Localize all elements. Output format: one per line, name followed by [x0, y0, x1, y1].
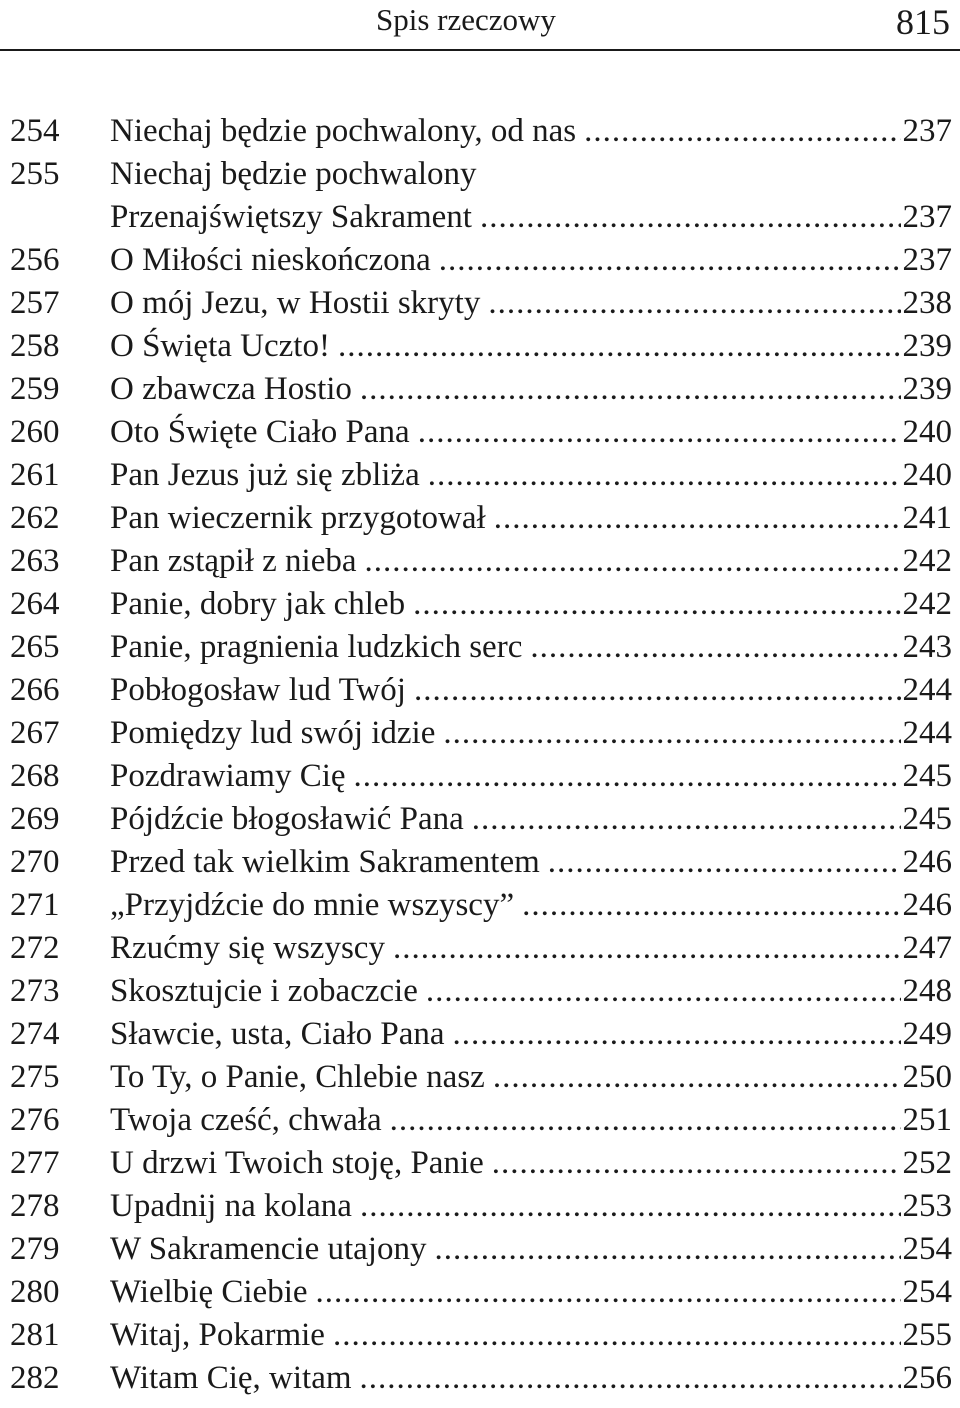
entry-page-number: 255 — [902, 1317, 952, 1353]
entry-body — [110, 454, 960, 497]
entry-title: Panie, dobry jak chleb — [110, 586, 406, 622]
dot-leader — [390, 1099, 901, 1142]
entry-title: Witam Cię, witam — [110, 1360, 352, 1396]
dot-leader — [393, 927, 901, 970]
index-entry — [0, 1056, 960, 1099]
entry-body — [110, 411, 960, 454]
entry-body — [110, 1013, 960, 1056]
entry-page-number: 247 — [902, 930, 952, 966]
entry-page-number: 244 — [902, 672, 952, 708]
entry-title: U drzwi Twoich stoję, Panie — [110, 1145, 484, 1181]
entry-page-number: 243 — [902, 629, 952, 665]
entry-body — [110, 583, 960, 626]
entry-title: „Przyjdźcie do mnie wszyscy” — [110, 887, 515, 923]
entry-title: Skosztujcie i zobaczcie — [110, 973, 418, 1009]
dot-leader — [360, 1185, 901, 1228]
entry-title: Wielbię Ciebie — [110, 1274, 308, 1310]
entry-body — [110, 970, 960, 1013]
dot-leader — [414, 669, 901, 712]
entry-number: 274 — [10, 1016, 60, 1052]
page-number: 815 — [896, 2, 950, 42]
entry-title: Pobłogosław lud Twój — [110, 672, 406, 708]
entry-number: 259 — [10, 371, 60, 407]
entry-number: 262 — [10, 500, 60, 536]
entry-title: Oto Święte Ciało Pana — [110, 414, 410, 450]
dot-leader — [354, 755, 901, 798]
index-entry — [0, 1228, 960, 1271]
entry-page-number: 250 — [902, 1059, 952, 1095]
entry-body — [110, 1185, 960, 1228]
entry-body — [110, 153, 960, 196]
dot-leader — [365, 540, 901, 583]
entry-title: Pójdźcie błogosławić Pana — [110, 801, 464, 837]
entry-page-number: 237 — [902, 242, 952, 278]
entry-page-number: 237 — [902, 113, 952, 149]
entry-body — [110, 755, 960, 798]
index-entry — [0, 712, 960, 755]
index-entry — [0, 153, 960, 196]
index-entry — [0, 411, 960, 454]
entry-page-number: 240 — [902, 457, 952, 493]
entry-title: Upadnij na kolana — [110, 1188, 352, 1224]
entry-number: 278 — [10, 1188, 60, 1224]
entry-title: Niechaj będzie pochwalony — [110, 156, 477, 192]
dot-leader — [472, 798, 901, 841]
entry-body — [110, 626, 960, 669]
dot-leader — [530, 626, 900, 669]
entry-number: 264 — [10, 586, 60, 622]
entry-page-number: 244 — [902, 715, 952, 751]
entry-page-number: 240 — [902, 414, 952, 450]
index-entry — [0, 540, 960, 583]
entry-number: 254 — [10, 113, 60, 149]
entry-title: O zbawcza Hostio — [110, 371, 352, 407]
entry-number: 271 — [10, 887, 60, 923]
entry-number: 266 — [10, 672, 60, 708]
entry-body — [110, 325, 960, 368]
entry-number: 281 — [10, 1317, 60, 1353]
dot-leader — [418, 411, 901, 454]
dot-leader — [522, 884, 900, 927]
entry-number: 270 — [10, 844, 60, 880]
index-entry — [0, 798, 960, 841]
entry-page-number: 248 — [902, 973, 952, 1009]
entry-body — [110, 497, 960, 540]
entry-title: Przed tak wielkim Sakramentem — [110, 844, 540, 880]
entry-number: 268 — [10, 758, 60, 794]
entry-page-number: 245 — [902, 758, 952, 794]
entry-page-number: 242 — [902, 586, 952, 622]
entry-number: 282 — [10, 1360, 60, 1396]
index-entry — [0, 239, 960, 282]
index-entry — [0, 325, 960, 368]
index-entry — [0, 110, 960, 153]
entry-title: O Święta Uczto! — [110, 328, 330, 364]
entry-title: Twoja cześć, chwała — [110, 1102, 382, 1138]
index-entry — [0, 1013, 960, 1056]
entry-page-number: 249 — [902, 1016, 952, 1052]
index-entry — [0, 282, 960, 325]
index-entry — [0, 196, 960, 239]
entry-body — [110, 884, 960, 927]
index-entry — [0, 1099, 960, 1142]
entry-title: W Sakramencie utajony — [110, 1231, 427, 1267]
entry-number: 276 — [10, 1102, 60, 1138]
entry-number: 258 — [10, 328, 60, 364]
index-entry — [0, 1142, 960, 1185]
dot-leader — [426, 970, 901, 1013]
dot-leader — [480, 196, 901, 239]
entry-number: 260 — [10, 414, 60, 450]
index-entry — [0, 497, 960, 540]
entry-body — [110, 282, 960, 325]
index-entry — [0, 884, 960, 927]
entry-page-number: 254 — [902, 1274, 952, 1310]
dot-leader — [493, 1056, 901, 1099]
entry-title: Pozdrawiamy Cię — [110, 758, 346, 794]
entry-title: To Ty, o Panie, Chlebie nasz — [110, 1059, 485, 1095]
entry-title: Sławcie, usta, Ciało Pana — [110, 1016, 445, 1052]
entry-number: 269 — [10, 801, 60, 837]
index-entry — [0, 1271, 960, 1314]
index-entry — [0, 1357, 960, 1400]
entry-body — [110, 196, 960, 239]
index-entry — [0, 970, 960, 1013]
index-entry — [0, 1314, 960, 1357]
dot-leader — [413, 583, 900, 626]
dot-leader — [584, 110, 900, 153]
entry-title: Panie, pragnienia ludzkich serc — [110, 629, 523, 665]
entry-body — [110, 1099, 960, 1142]
dot-leader — [434, 1228, 900, 1271]
entry-number: 280 — [10, 1274, 60, 1310]
index-entry — [0, 368, 960, 411]
entry-body — [110, 1228, 960, 1271]
entry-page-number: 245 — [902, 801, 952, 837]
index-entry — [0, 755, 960, 798]
entry-title: Pan zstąpił z nieba — [110, 543, 357, 579]
entry-number: 257 — [10, 285, 60, 321]
entry-page-number: 253 — [902, 1188, 952, 1224]
entry-body — [110, 239, 960, 282]
entry-body — [110, 368, 960, 411]
entry-number: 267 — [10, 715, 60, 751]
entry-page-number: 246 — [902, 844, 952, 880]
entry-number: 265 — [10, 629, 60, 665]
dot-leader — [316, 1271, 901, 1314]
entry-number: 275 — [10, 1059, 60, 1095]
index-entry — [0, 669, 960, 712]
entry-body — [110, 1314, 960, 1357]
entry-number: 279 — [10, 1231, 60, 1267]
dot-leader — [492, 1142, 901, 1185]
entry-number: 255 — [10, 156, 60, 192]
dot-leader — [453, 1013, 901, 1056]
index-entry — [0, 454, 960, 497]
entry-number: 261 — [10, 457, 60, 493]
dot-leader — [443, 712, 900, 755]
entry-page-number: 256 — [902, 1360, 952, 1396]
entry-title: Niechaj będzie pochwalony, od nas — [110, 113, 577, 149]
index-entry — [0, 1185, 960, 1228]
index-entry — [0, 927, 960, 970]
entry-body — [110, 1056, 960, 1099]
entry-page-number: 241 — [902, 500, 952, 536]
entry-title: Pan Jezus już się zbliża — [110, 457, 420, 493]
dot-leader — [439, 239, 901, 282]
entry-body — [110, 712, 960, 755]
entry-body — [110, 110, 960, 153]
index-entry — [0, 841, 960, 884]
dot-leader — [333, 1314, 901, 1357]
index-list — [0, 110, 960, 1400]
entry-body — [110, 540, 960, 583]
entry-title: Witaj, Pokarmie — [110, 1317, 325, 1353]
header-rule — [0, 49, 960, 51]
entry-page-number: 251 — [902, 1102, 952, 1138]
entry-title: O mój Jezu, w Hostii skryty — [110, 285, 481, 321]
dot-leader — [548, 841, 901, 884]
dot-leader — [428, 454, 901, 497]
entry-number: 277 — [10, 1145, 60, 1181]
entry-number: 256 — [10, 242, 60, 278]
entry-body — [110, 1271, 960, 1314]
entry-title: Przenajświętszy Sakrament — [110, 199, 472, 235]
entry-title: Pomiędzy lud swój idzie — [110, 715, 436, 751]
dot-leader — [494, 497, 901, 540]
entry-page-number: 242 — [902, 543, 952, 579]
entry-body — [110, 841, 960, 884]
dot-leader — [488, 282, 900, 325]
entry-page-number: 237 — [902, 199, 952, 235]
entry-page-number: 252 — [902, 1145, 952, 1181]
index-entry — [0, 583, 960, 626]
entry-body — [110, 798, 960, 841]
entry-page-number: 238 — [902, 285, 952, 321]
dot-leader — [360, 368, 901, 411]
entry-title: O Miłości nieskończona — [110, 242, 431, 278]
entry-page-number: 254 — [902, 1231, 952, 1267]
entry-number: 273 — [10, 973, 60, 1009]
entry-body — [110, 1357, 960, 1400]
entry-title: Pan wieczernik przygotował — [110, 500, 486, 536]
entry-body — [110, 927, 960, 970]
index-entry — [0, 626, 960, 669]
entry-number: 272 — [10, 930, 60, 966]
entry-body — [110, 1142, 960, 1185]
entry-title: Rzućmy się wszyscy — [110, 930, 385, 966]
entry-page-number: 239 — [902, 371, 952, 407]
running-head-title: Spis rzeczowy — [376, 2, 556, 37]
entry-body — [110, 669, 960, 712]
dot-leader — [360, 1357, 901, 1400]
dot-leader — [338, 325, 901, 368]
entry-page-number: 246 — [902, 887, 952, 923]
entry-page-number: 239 — [902, 328, 952, 364]
page-header — [0, 0, 960, 52]
entry-number: 263 — [10, 543, 60, 579]
